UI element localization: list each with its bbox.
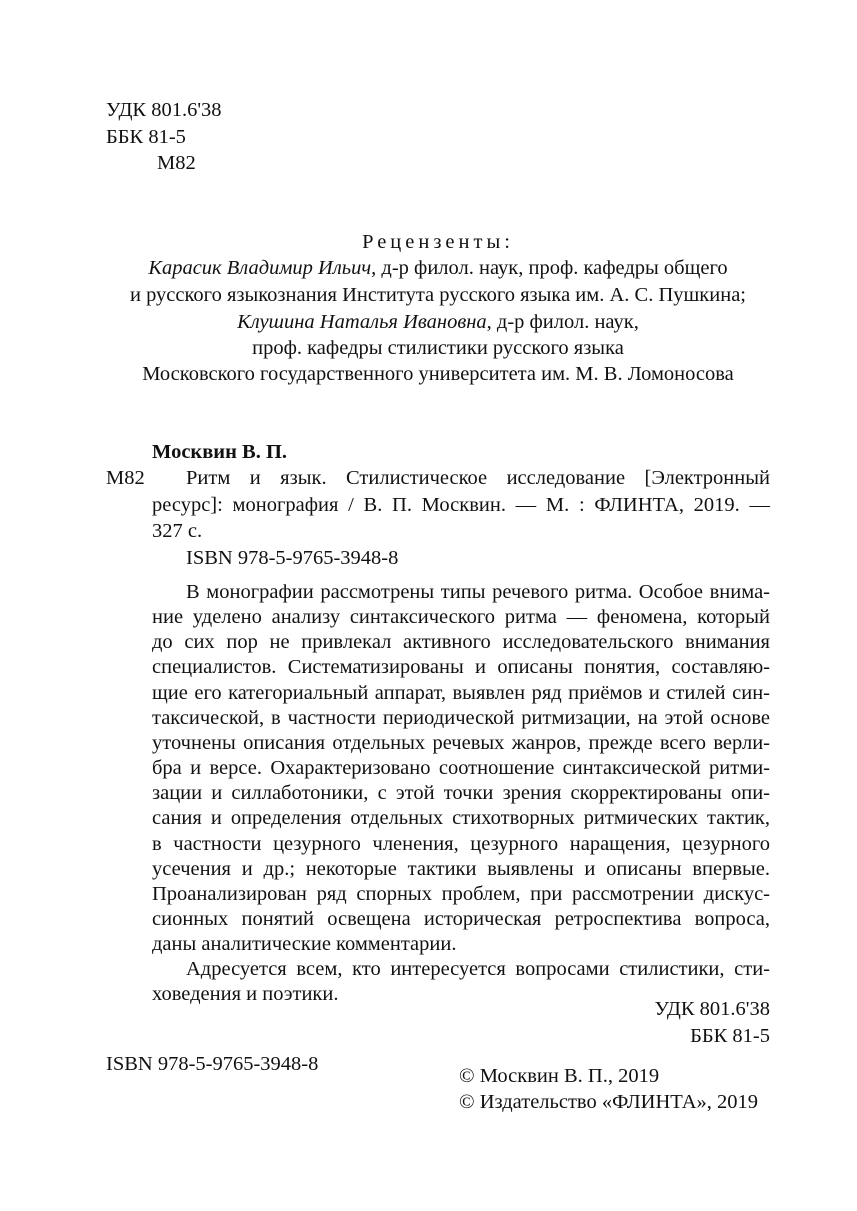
abstract-line: ховедения и поэтики. (152, 983, 339, 1005)
reviewer-2 (106, 309, 770, 335)
abstract-line: специалистов. Систематизированы и описаны понятия, составляю- (152, 656, 770, 678)
abstract-line: в частности цезурного членения, цезурного наращения, цезурного (152, 833, 770, 855)
entry-line: ресурс]: монография / В. П. Москвин. — М. : ФЛИНТА, 2019. — (152, 494, 770, 516)
abstract-line: уточнены описания отдельных речевых жанров, прежде всего верли- (152, 732, 770, 754)
abstract-line: В монографии рассмотрены типы речевого ритма. Особое внима- (186, 581, 770, 603)
abstract-line: щие его категориальный аппарат, выявлен ряд приёмов и стилей син- (152, 682, 770, 704)
bbk-code: ББК 81-5 (106, 126, 186, 148)
reviewer-1-name: Карасик Владимир Ильич (148, 257, 372, 279)
author-mark: М82 (157, 152, 196, 174)
reviewer-2-university: Московского государственного университета им. М. В. Ломоносова (142, 363, 734, 385)
copyright-author: © Москвин В. П., 2019 (459, 1065, 660, 1087)
entry-mark: М82 (106, 467, 145, 489)
reviewer-1 (106, 255, 770, 281)
abstract-line: ние уделено анализу синтаксического ритма — феномена, который (152, 606, 770, 628)
copyright-publisher: © Издательство «ФЛИНТА», 2019 (459, 1091, 759, 1113)
abstract-line: бра и версе. Охарактеризовано соотношение синтаксической ритми- (152, 757, 770, 779)
abstract-line: до сих пор не привлекал активного исследовательского внимания (152, 631, 770, 653)
entry-line: 327 с. (152, 520, 203, 542)
abstract-line: сания и определения отдельных стихотворных ритмических тактик, (152, 807, 770, 829)
reviewer-2-affiliation: проф. кафедры стилистики русского языка (252, 337, 624, 359)
footer-isbn: ISBN 978-5-9765-3948-8 (106, 1053, 319, 1075)
reviewer-1-affiliation: и русского языкознания Института русского языка им. А. С. Пушкина; (129, 284, 747, 306)
reviewers-heading: Рецензенты: (362, 231, 514, 253)
entry-isbn: ISBN 978-5-9765-3948-8 (186, 547, 399, 569)
reviewer-2-credentials: , д-р филол. наук, (486, 311, 639, 333)
udk-code: УДК 801.6'38 (106, 99, 222, 121)
footer-udk: УДК 801.6'38 (654, 998, 770, 1020)
abstract-line: сионных понятий освещена историческая ретроспектива вопроса, (152, 908, 770, 930)
reviewer-2-name: Клушина Наталья Ивановна (237, 311, 487, 333)
abstract-line: даны аналитические комментарии. (152, 933, 457, 955)
entry-author: Москвин В. П. (152, 441, 288, 463)
abstract-line: Адресуется всем, кто интересуется вопросами стилистики, сти- (186, 958, 770, 980)
abstract-line: зации и силлаботоники, с этой точки зрения скорректированы опи- (152, 782, 770, 804)
reviewer-1-credentials: , д-р филол. наук, проф. кафедры общего (371, 257, 728, 279)
footer-bbk: ББК 81-5 (690, 1025, 770, 1047)
abstract-line: таксической, в частности периодической ритмизации, на этой основе (152, 707, 770, 729)
abstract-line: усечения и др.; некоторые тактики выявлены и описаны впервые. (152, 858, 770, 880)
entry-line: Ритм и язык. Стилистическое исследование [Электронный (186, 467, 770, 489)
abstract-line: Проанализирован ряд спорных проблем, при рассмотрении дискус- (152, 883, 770, 905)
